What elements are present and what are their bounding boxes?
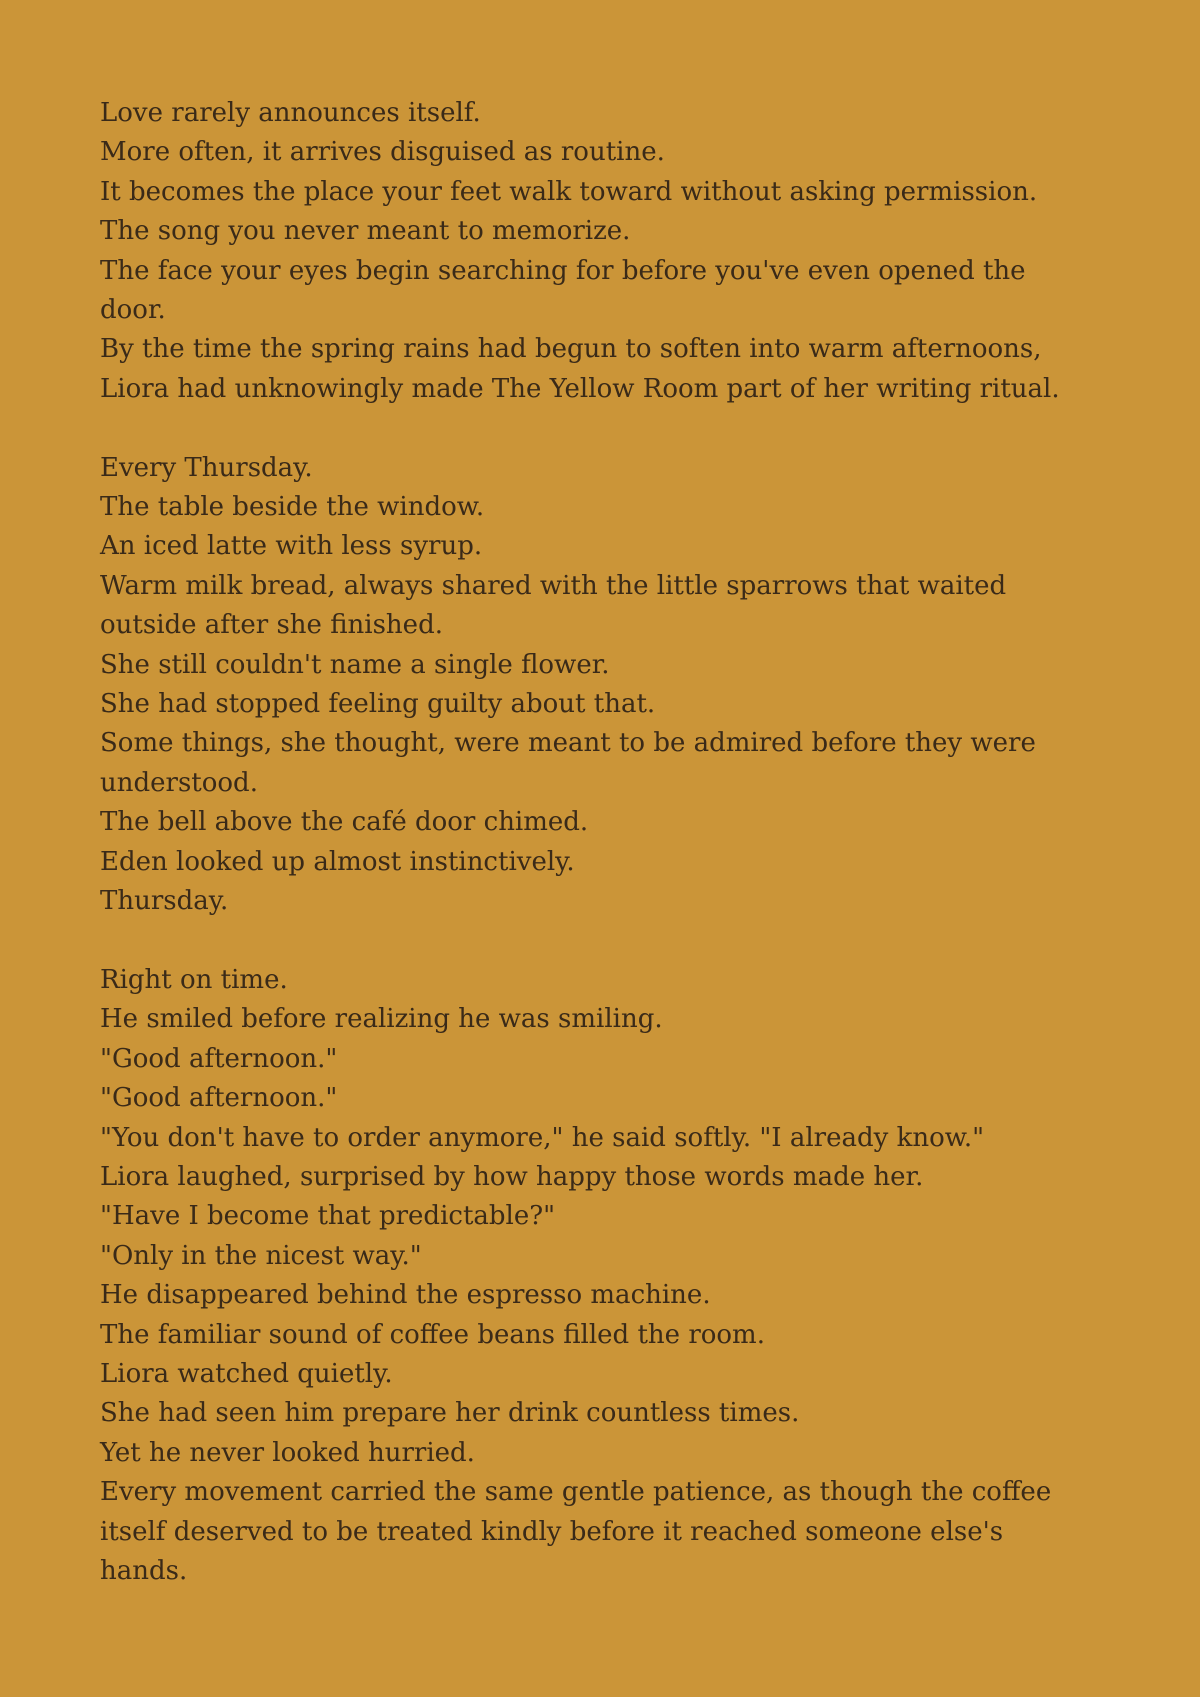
paragraph bbox=[100, 961, 1120, 1592]
text-line: She had seen him prepare her drink countless times. bbox=[100, 1398, 800, 1429]
text-line: Thursday. bbox=[100, 886, 229, 917]
text-line: It becomes the place your feet walk toward without asking permission. bbox=[100, 176, 1038, 207]
text-line: Love rarely announces itself. bbox=[100, 98, 481, 128]
text-line: Right on time. bbox=[100, 964, 288, 995]
paragraph-break bbox=[100, 409, 1120, 448]
text-line: Every movement carried the same gentle patience, as though the coffee bbox=[100, 1477, 1052, 1508]
paragraph bbox=[100, 449, 1120, 922]
text-line: The bell above the café door chimed. bbox=[100, 807, 589, 838]
text-line: An iced latte with less syrup. bbox=[100, 531, 483, 562]
text-line: "Good afternoon." bbox=[100, 1043, 338, 1074]
text-line: door. bbox=[100, 295, 166, 326]
text-line: "Good afternoon." bbox=[100, 1083, 338, 1114]
text-line: itself deserved to be treated kindly before it reached someone else's bbox=[100, 1516, 1004, 1547]
text-line: The familiar sound of coffee beans filled the room. bbox=[100, 1319, 765, 1350]
text-line: Liora watched quietly. bbox=[100, 1358, 393, 1389]
text-line: Eden looked up almost instinctively. bbox=[100, 846, 575, 877]
text-line: He smiled before realizing he was smiling. bbox=[100, 1004, 663, 1035]
text-line: Liora had unknowingly made The Yellow Room part of her writing ritual. bbox=[100, 373, 1060, 404]
text-line: She still couldn't name a single flower. bbox=[100, 649, 610, 680]
text-line: outside after she finished. bbox=[100, 610, 443, 641]
text-line: hands. bbox=[100, 1556, 188, 1586]
text-line: He disappeared behind the espresso machine. bbox=[100, 1280, 711, 1311]
text-line: She had stopped feeling guilty about that. bbox=[100, 689, 656, 720]
text-line: Some things, she thought, were meant to be admired before they were bbox=[100, 728, 1036, 759]
text-line: The face your eyes begin searching for before you've even opened the bbox=[100, 255, 1026, 286]
text-line: Yet he never looked hurried. bbox=[100, 1437, 475, 1468]
text-line: "Only in the nicest way." bbox=[100, 1240, 422, 1271]
text-line: "You don't have to order anymore," he said softly. "I already know." bbox=[100, 1122, 985, 1153]
paragraph bbox=[100, 94, 1120, 409]
text-line: Warm milk bread, always shared with the little sparrows that waited bbox=[100, 570, 1007, 601]
text-line: Every Thursday. bbox=[100, 452, 313, 483]
text-line: More often, it arrives disguised as routine. bbox=[100, 137, 665, 168]
story-text bbox=[100, 94, 1120, 1591]
paragraph-break bbox=[100, 922, 1120, 961]
text-line: By the time the spring rains had begun to soften into warm afternoons, bbox=[100, 334, 1042, 365]
text-line: The table beside the window. bbox=[100, 492, 485, 523]
text-line: understood. bbox=[100, 767, 258, 798]
text-line: The song you never meant to memorize. bbox=[100, 216, 631, 247]
text-line: "Have I become that predictable?" bbox=[100, 1201, 556, 1232]
text-line: Liora laughed, surprised by how happy those words made her. bbox=[100, 1161, 924, 1192]
